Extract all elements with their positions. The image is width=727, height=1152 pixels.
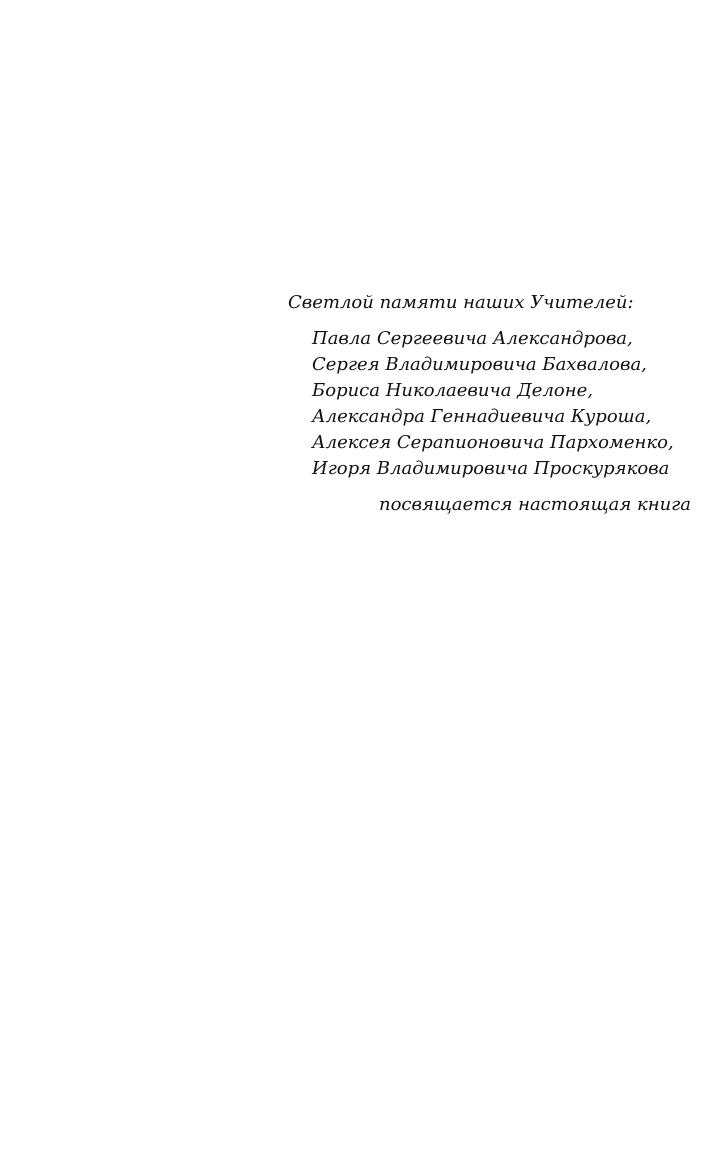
teacher-name: Сергея Владимировича Бахвалова, bbox=[312, 354, 647, 375]
teacher-name: Игоря Владимировича Проскурякова bbox=[312, 458, 670, 479]
teacher-name: Алексея Серапионовича Пархоменко, bbox=[312, 432, 674, 453]
teacher-names-list bbox=[288, 326, 698, 482]
dedication-closing: посвящается настоящая книга bbox=[379, 494, 692, 515]
teacher-name: Бориса Николаевича Делоне, bbox=[312, 380, 593, 401]
dedication-block bbox=[288, 290, 698, 518]
dedication-heading: Светлой памяти наших Учителей: bbox=[288, 292, 634, 313]
teacher-name: Павла Сергеевича Александрова, bbox=[312, 328, 633, 349]
teacher-name: Александра Геннадиевича Куроша, bbox=[312, 406, 652, 427]
